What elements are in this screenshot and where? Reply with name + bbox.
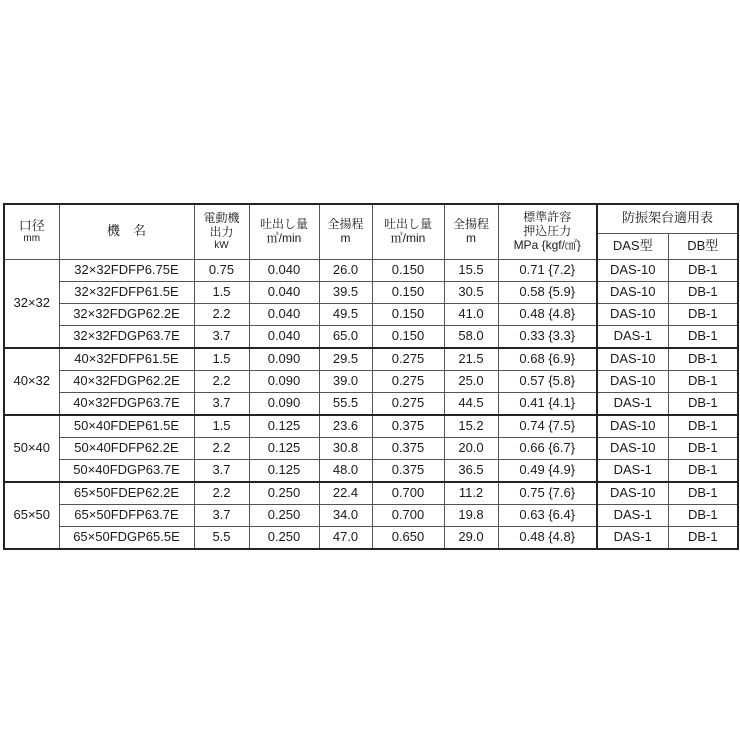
motor-kw-cell: 1.5 <box>194 348 249 371</box>
model-name-cell: 50×40FDEP61.5E <box>59 415 194 438</box>
head-2-cell: 44.5 <box>444 392 498 415</box>
header-model: 機 名 <box>59 204 194 259</box>
flow-1-cell: 0.040 <box>249 281 319 303</box>
head-2-cell: 11.2 <box>444 482 498 505</box>
table-row <box>4 459 738 482</box>
motor-kw-cell: 3.7 <box>194 325 249 348</box>
header-flow-1-label: 吐出し量 <box>259 216 308 231</box>
header-head-1-unit: m <box>340 230 351 245</box>
bore-size-cell: 50×40 <box>4 415 59 482</box>
das-type-cell: DAS-10 <box>597 415 668 438</box>
flow-1-cell: 0.125 <box>249 415 319 438</box>
das-type-cell: DAS-1 <box>597 325 668 348</box>
db-type-cell: DB-1 <box>668 504 738 526</box>
model-name-cell: 65×50FDFP63.7E <box>59 504 194 526</box>
header-head-2-unit: m <box>466 230 476 245</box>
push-pressure-cell: 0.71 {7.2} <box>498 259 597 281</box>
header-das-type: DAS型 <box>597 233 668 259</box>
head-1-cell: 55.5 <box>319 392 372 415</box>
header-pressure-unit: MPa {kgf/㎠} <box>513 237 581 252</box>
head-1-cell: 49.5 <box>319 303 372 325</box>
push-pressure-cell: 0.49 {4.9} <box>498 459 597 482</box>
header-bore <box>4 204 59 259</box>
das-type-cell: DAS-1 <box>597 504 668 526</box>
table-row <box>4 348 738 371</box>
model-name-cell: 50×40FDGP63.7E <box>59 459 194 482</box>
head-1-cell: 65.0 <box>319 325 372 348</box>
flow-2-cell: 0.150 <box>372 259 444 281</box>
flow-1-cell: 0.040 <box>249 325 319 348</box>
model-name-cell: 32×32FDGP62.2E <box>59 303 194 325</box>
das-type-cell: DAS-10 <box>597 281 668 303</box>
motor-kw-cell: 2.2 <box>194 303 249 325</box>
motor-kw-cell: 0.75 <box>194 259 249 281</box>
head-2-cell: 29.0 <box>444 526 498 549</box>
model-name-cell: 65×50FDEP62.2E <box>59 482 194 505</box>
header-flow-1-unit: ㎥/min <box>266 230 302 245</box>
db-type-cell: DB-1 <box>668 281 738 303</box>
db-type-cell: DB-1 <box>668 370 738 392</box>
flow-2-cell: 0.375 <box>372 437 444 459</box>
motor-kw-cell: 5.5 <box>194 526 249 549</box>
model-name-cell: 40×32FDGP63.7E <box>59 392 194 415</box>
das-type-cell: DAS-10 <box>597 259 668 281</box>
flow-2-cell: 0.700 <box>372 504 444 526</box>
flow-1-cell: 0.090 <box>249 348 319 371</box>
head-2-cell: 30.5 <box>444 281 498 303</box>
push-pressure-cell: 0.75 {7.6} <box>498 482 597 505</box>
push-pressure-cell: 0.63 {6.4} <box>498 504 597 526</box>
table-row <box>4 482 738 505</box>
motor-kw-cell: 2.2 <box>194 370 249 392</box>
head-1-cell: 34.0 <box>319 504 372 526</box>
header-vibration-mount: 防振架台適用表 <box>597 204 738 233</box>
head-2-cell: 15.2 <box>444 415 498 438</box>
head-1-cell: 29.5 <box>319 348 372 371</box>
head-2-cell: 25.0 <box>444 370 498 392</box>
flow-1-cell: 0.125 <box>249 437 319 459</box>
bore-size-cell: 32×32 <box>4 259 59 348</box>
head-1-cell: 39.0 <box>319 370 372 392</box>
model-name-cell: 32×32FDFP61.5E <box>59 281 194 303</box>
header-head-2 <box>444 204 498 259</box>
push-pressure-cell: 0.48 {4.8} <box>498 526 597 549</box>
head-1-cell: 23.6 <box>319 415 372 438</box>
header-pressure-line1: 標準許容 <box>523 210 572 225</box>
das-type-cell: DAS-10 <box>597 303 668 325</box>
header-head-2-label: 全揚程 <box>452 216 489 231</box>
db-type-cell: DB-1 <box>668 415 738 438</box>
model-name-cell: 50×40FDFP62.2E <box>59 437 194 459</box>
push-pressure-cell: 0.58 {5.9} <box>498 281 597 303</box>
header-motor-output <box>194 204 249 259</box>
head-1-cell: 26.0 <box>319 259 372 281</box>
pump-spec-table <box>3 203 739 550</box>
table-body <box>4 259 738 549</box>
header-head-1 <box>319 204 372 259</box>
das-type-cell: DAS-1 <box>597 526 668 549</box>
push-pressure-cell: 0.48 {4.8} <box>498 303 597 325</box>
header-flow-1 <box>249 204 319 259</box>
db-type-cell: DB-1 <box>668 482 738 505</box>
flow-1-cell: 0.040 <box>249 259 319 281</box>
db-type-cell: DB-1 <box>668 259 738 281</box>
flow-2-cell: 0.275 <box>372 348 444 371</box>
flow-1-cell: 0.250 <box>249 482 319 505</box>
flow-2-cell: 0.375 <box>372 459 444 482</box>
db-type-cell: DB-1 <box>668 526 738 549</box>
header-motor-line2: 出力 <box>209 225 234 239</box>
head-2-cell: 21.5 <box>444 348 498 371</box>
head-1-cell: 39.5 <box>319 281 372 303</box>
head-2-cell: 58.0 <box>444 325 498 348</box>
flow-2-cell: 0.150 <box>372 281 444 303</box>
push-pressure-cell: 0.68 {6.9} <box>498 348 597 371</box>
motor-kw-cell: 3.7 <box>194 392 249 415</box>
header-pressure-line2: 押込圧力 <box>523 223 572 238</box>
header-pressure <box>498 204 597 259</box>
table-row <box>4 303 738 325</box>
table-row <box>4 437 738 459</box>
head-1-cell: 30.8 <box>319 437 372 459</box>
flow-2-cell: 0.150 <box>372 325 444 348</box>
table-row <box>4 504 738 526</box>
model-name-cell: 65×50FDGP65.5E <box>59 526 194 549</box>
header-flow-2-unit: ㎥/min <box>390 230 426 245</box>
head-1-cell: 47.0 <box>319 526 372 549</box>
db-type-cell: DB-1 <box>668 437 738 459</box>
head-2-cell: 41.0 <box>444 303 498 325</box>
table-row <box>4 259 738 281</box>
db-type-cell: DB-1 <box>668 459 738 482</box>
flow-1-cell: 0.090 <box>249 392 319 415</box>
table-row <box>4 415 738 438</box>
header-motor-line1: 電動機 <box>203 211 240 226</box>
das-type-cell: DAS-10 <box>597 370 668 392</box>
flow-2-cell: 0.150 <box>372 303 444 325</box>
bore-size-cell: 40×32 <box>4 348 59 415</box>
flow-1-cell: 0.040 <box>249 303 319 325</box>
db-type-cell: DB-1 <box>668 348 738 371</box>
flow-2-cell: 0.275 <box>372 370 444 392</box>
head-2-cell: 20.0 <box>444 437 498 459</box>
bore-size-cell: 65×50 <box>4 482 59 549</box>
db-type-cell: DB-1 <box>668 325 738 348</box>
motor-kw-cell: 2.2 <box>194 482 249 505</box>
flow-1-cell: 0.090 <box>249 370 319 392</box>
header-bore-unit: mm <box>23 233 41 245</box>
das-type-cell: DAS-10 <box>597 437 668 459</box>
head-2-cell: 19.8 <box>444 504 498 526</box>
push-pressure-cell: 0.33 {3.3} <box>498 325 597 348</box>
model-name-cell: 40×32FDFP61.5E <box>59 348 194 371</box>
table-row <box>4 392 738 415</box>
flow-1-cell: 0.125 <box>249 459 319 482</box>
push-pressure-cell: 0.66 {6.7} <box>498 437 597 459</box>
flow-1-cell: 0.250 <box>249 504 319 526</box>
push-pressure-cell: 0.41 {4.1} <box>498 392 597 415</box>
table-row <box>4 526 738 549</box>
motor-kw-cell: 3.7 <box>194 504 249 526</box>
model-name-cell: 40×32FDGP62.2E <box>59 370 194 392</box>
model-name-cell: 32×32FDFP6.75E <box>59 259 194 281</box>
header-db-type: DB型 <box>668 233 738 259</box>
das-type-cell: DAS-1 <box>597 392 668 415</box>
motor-kw-cell: 3.7 <box>194 459 249 482</box>
das-type-cell: DAS-1 <box>597 459 668 482</box>
flow-2-cell: 0.275 <box>372 392 444 415</box>
head-2-cell: 36.5 <box>444 459 498 482</box>
flow-2-cell: 0.700 <box>372 482 444 505</box>
flow-1-cell: 0.250 <box>249 526 319 549</box>
model-name-cell: 32×32FDGP63.7E <box>59 325 194 348</box>
head-1-cell: 48.0 <box>319 459 372 482</box>
head-2-cell: 15.5 <box>444 259 498 281</box>
motor-kw-cell: 1.5 <box>194 281 249 303</box>
header-head-1-label: 全揚程 <box>327 216 364 231</box>
motor-kw-cell: 2.2 <box>194 437 249 459</box>
table-row <box>4 281 738 303</box>
table-row <box>4 370 738 392</box>
motor-kw-cell: 1.5 <box>194 415 249 438</box>
das-type-cell: DAS-10 <box>597 348 668 371</box>
header-flow-2 <box>372 204 444 259</box>
push-pressure-cell: 0.57 {5.8} <box>498 370 597 392</box>
head-1-cell: 22.4 <box>319 482 372 505</box>
table-row <box>4 325 738 348</box>
header-bore-label: 口径 <box>18 217 45 233</box>
header-flow-2-label: 吐出し量 <box>383 216 432 231</box>
flow-2-cell: 0.650 <box>372 526 444 549</box>
header-motor-unit: kW <box>214 239 229 251</box>
push-pressure-cell: 0.74 {7.5} <box>498 415 597 438</box>
db-type-cell: DB-1 <box>668 303 738 325</box>
das-type-cell: DAS-10 <box>597 482 668 505</box>
db-type-cell: DB-1 <box>668 392 738 415</box>
flow-2-cell: 0.375 <box>372 415 444 438</box>
